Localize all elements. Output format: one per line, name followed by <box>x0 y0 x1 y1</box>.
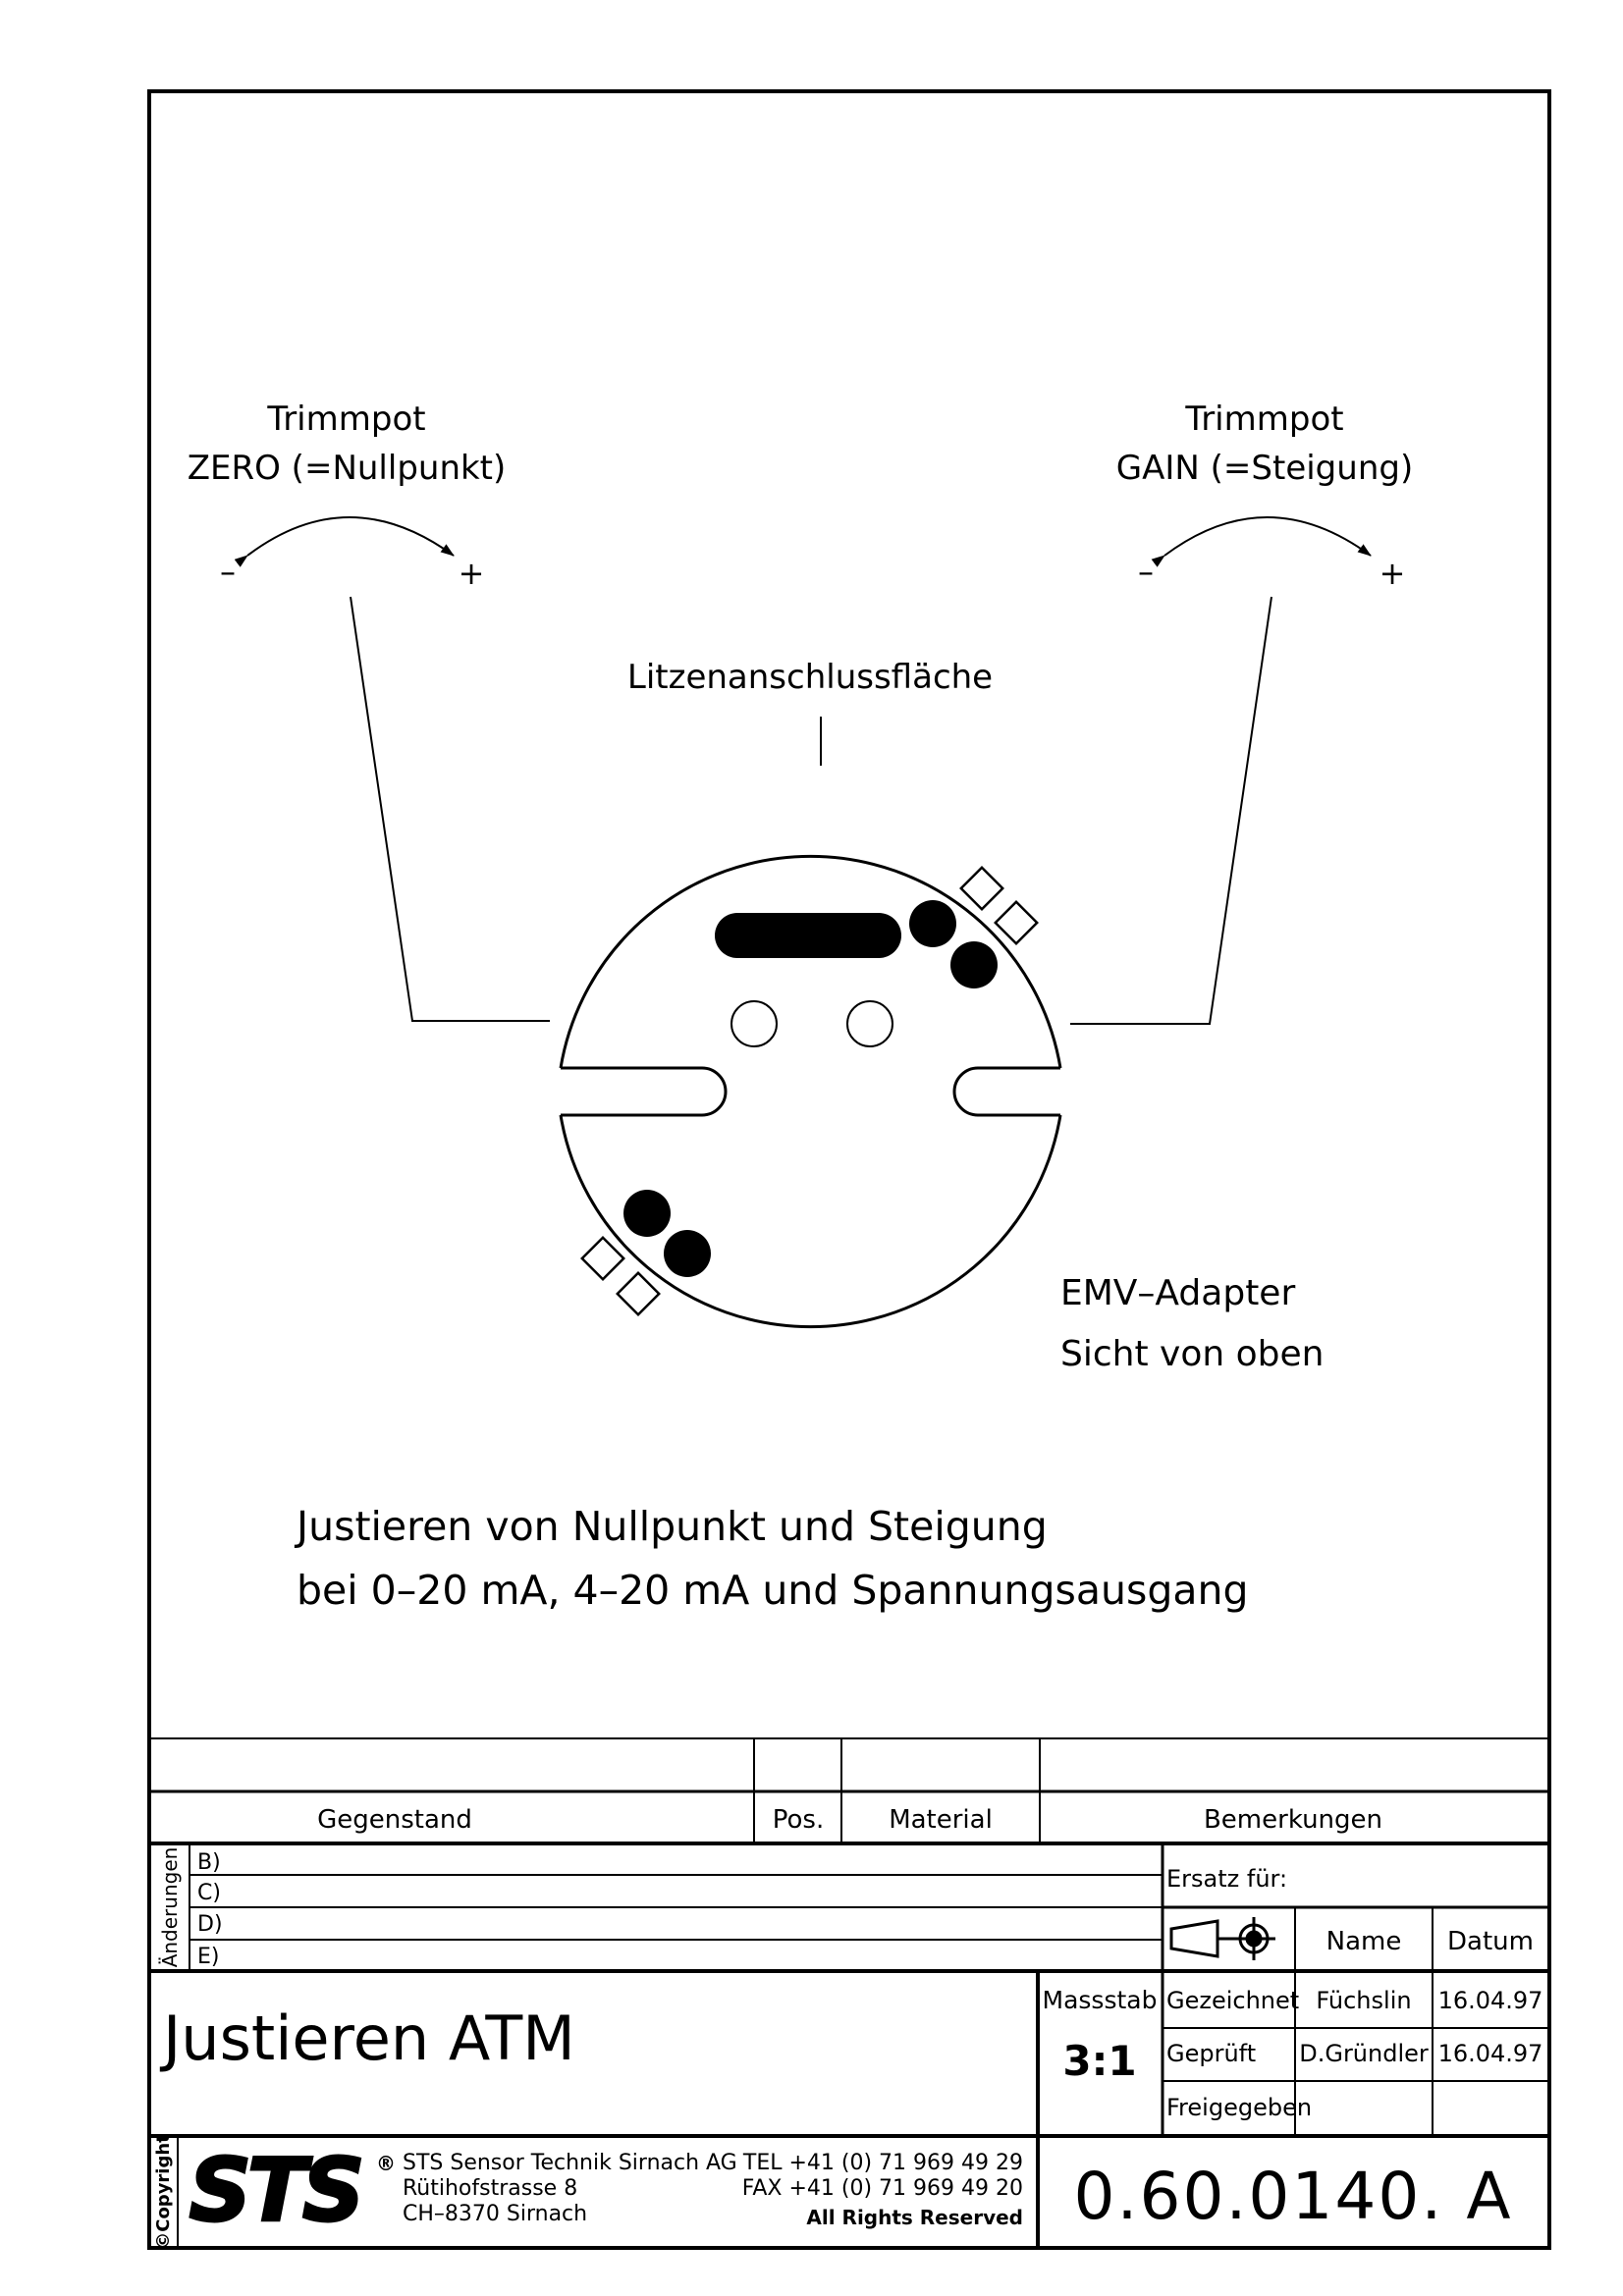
massstab-label: Massstab <box>1042 1986 1158 2014</box>
revision-c: C) <box>197 1881 221 1905</box>
company-name: STS Sensor Technik Sirnach AG <box>403 2151 737 2175</box>
adapter-outline-precise <box>550 766 1070 1355</box>
solder-dot <box>664 1230 711 1277</box>
solder-dot <box>623 1190 671 1237</box>
rights-reserved: All Rights Reserved <box>806 2206 1023 2229</box>
header-bemerkungen: Bemerkungen <box>1203 1805 1383 1835</box>
company-street: Rütihofstrasse 8 <box>403 2176 578 2201</box>
logo-registered-mark: ® <box>376 2152 396 2175</box>
solder-dot <box>909 900 956 947</box>
company-fax: FAX +41 (0) 71 969 49 20 <box>741 2176 1023 2201</box>
gain-trimpot-subtitle: GAIN (=Steigung) <box>1115 449 1414 488</box>
header-pos: Pos. <box>772 1805 825 1835</box>
adapter-label-2: Sicht von oben <box>1060 1334 1325 1374</box>
approval-role-checked: Geprüft <box>1166 2040 1257 2067</box>
revision-b: B) <box>197 1850 221 1875</box>
approval-role-released: Freigegeben <box>1166 2094 1313 2121</box>
gain-adjust-arc <box>1164 517 1371 556</box>
description-line-1: Justieren von Nullpunkt und Steigung <box>297 1503 1048 1550</box>
header-datum: Datum <box>1447 1927 1534 1956</box>
zero-trimpot-title: Trimmpot <box>267 400 426 439</box>
gain-trimpot <box>847 1001 893 1046</box>
company-tel: TEL +41 (0) 71 969 49 29 <box>742 2151 1023 2175</box>
ersatz-fuer: Ersatz für: <box>1166 1865 1288 1893</box>
approval-name-drawn: Füchslin <box>1316 1987 1412 2014</box>
header-gegenstand: Gegenstand <box>317 1805 472 1835</box>
gain-trimpot-title: Trimmpot <box>1185 400 1344 439</box>
approval-role-drawn: Gezeichnet <box>1166 1987 1300 2014</box>
description-line-2: bei 0–20 mA, 4–20 mA und Spannungsausgang <box>297 1567 1249 1614</box>
zero-trimpot <box>731 1001 777 1046</box>
wire-area-label: Litzenanschlussfläche <box>626 658 994 697</box>
drawing-title: Justieren ATM <box>163 2002 575 2074</box>
solder-dot <box>950 941 998 988</box>
massstab-value: 3:1 <box>1062 2037 1137 2085</box>
approval-date-checked: 16.04.97 <box>1437 2040 1543 2067</box>
revision-d: D) <box>197 1912 223 1937</box>
zero-minus-sign: – <box>220 553 236 590</box>
header-material: Material <box>889 1805 993 1835</box>
approval-name-checked: D.Gründler <box>1299 2040 1429 2067</box>
wire-connection-pad <box>715 913 901 958</box>
projection-symbol-icon <box>1171 1917 1275 1960</box>
company-city: CH–8370 Sirnach <box>403 2202 588 2226</box>
copyright-label: ©Copyright <box>153 2134 174 2250</box>
gain-plus-sign: + <box>1379 555 1406 592</box>
zero-plus-sign: + <box>458 555 485 592</box>
gain-minus-sign: – <box>1138 553 1154 590</box>
logo-text: STS <box>189 2140 361 2241</box>
zero-adjust-arc <box>247 517 454 556</box>
adapter-label-1: EMV–Adapter <box>1060 1273 1296 1313</box>
aenderungen-label: Änderungen <box>158 1846 182 1968</box>
sts-logo <box>189 2140 396 2241</box>
revision-e: E) <box>197 1945 220 1969</box>
zero-trimpot-subtitle: ZERO (=Nullpunkt) <box>187 449 507 488</box>
approval-date-drawn: 16.04.97 <box>1437 1987 1543 2014</box>
drawing-number: 0.60.0140. A <box>1073 2159 1513 2234</box>
header-name: Name <box>1325 1927 1402 1956</box>
